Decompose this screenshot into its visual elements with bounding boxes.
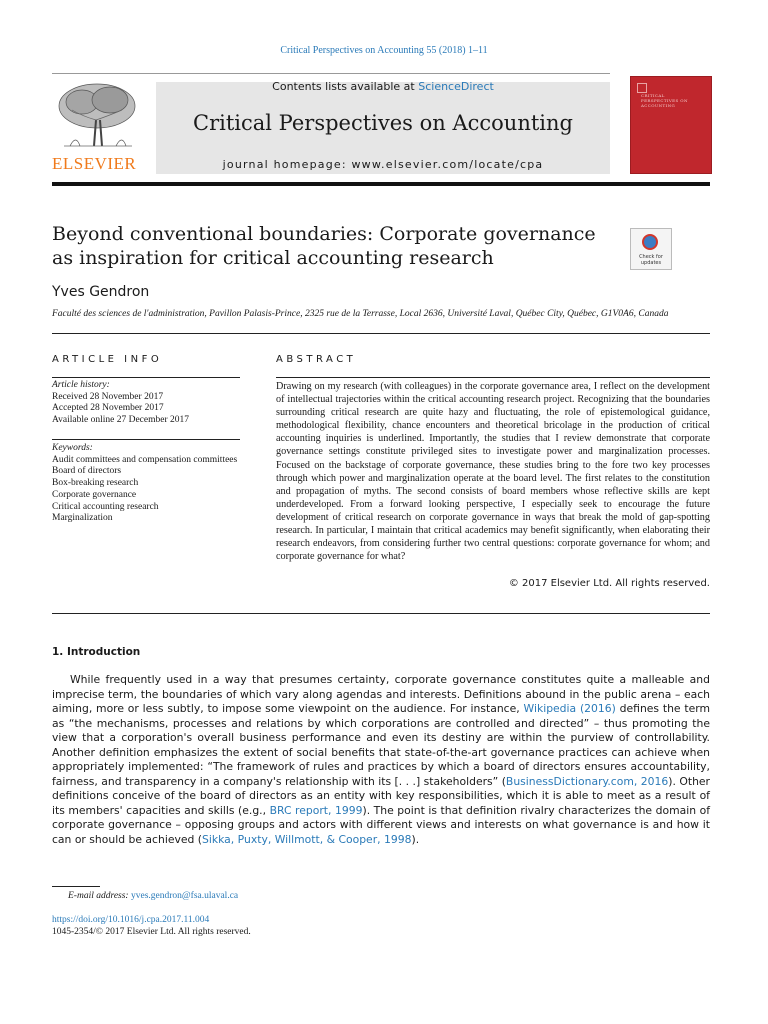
keywords-label: Keywords: xyxy=(52,443,93,453)
keyword-item: Board of directors xyxy=(52,466,122,477)
keyword-item: Marginalization xyxy=(52,513,113,524)
contents-prefix: Contents lists available at xyxy=(272,80,419,93)
article-title: Beyond conventional boundaries: Corporate governance as inspiration for critical accounting research xyxy=(52,223,596,269)
header-rule xyxy=(52,182,710,186)
check-updates-icon xyxy=(642,234,658,250)
journal-reference[interactable]: Critical Perspectives on Accounting 55 (2018) 1–11 xyxy=(280,45,488,56)
journal-cover-thumbnail xyxy=(630,76,712,174)
abstract-rule xyxy=(276,377,710,378)
keyword-item: Audit committees and compensation committees xyxy=(52,454,238,465)
cover-emblem-icon xyxy=(637,83,647,93)
check-updates-label: Check for updates xyxy=(639,254,663,266)
citation-link[interactable]: Wikipedia (2016) xyxy=(523,702,616,715)
footnote-rule xyxy=(52,886,100,887)
journal-title: Critical Perspectives on Accounting xyxy=(193,111,573,135)
keyword-item: Critical accounting research xyxy=(52,501,159,512)
intro-text: ). The point is that definition rivalry characterizes the domain of corporate governance – opposing groups and actors with different views and interests on what governance is and how it can or should be achieved ( xyxy=(52,803,710,846)
citation-link[interactable]: Sikka, Puxty, Willmott, & Cooper, 1998 xyxy=(202,832,412,846)
keywords-list xyxy=(52,443,242,525)
intro-text: defines the term as “the mechanisms, processes and relations by which corporations are controlled and directed” – thus promoting the view that a corporation's overall business performance and even its destiny are within the purview of controllability. Another definition emphasizes the extent of social benefits that state-of-the-art governance practices can achieve when appropriately implemented: “The framework of rules and practices by which a board of directors ensures accountability, fairness, and transparency in a company's relationship with its [. . .] stakeholders” ( xyxy=(52,702,710,788)
cover-text: CRITICAL PERSPECTIVES ON ACCOUNTING xyxy=(641,93,688,108)
history-online: Available online 27 December 2017 xyxy=(52,415,189,426)
elsevier-wordmark: ELSEVIER xyxy=(52,154,137,173)
abstract-heading: ABSTRACT xyxy=(276,354,357,365)
article-info-rule xyxy=(52,377,240,378)
email-link[interactable]: yves.gendron@fsa.ulaval.ca xyxy=(130,891,239,901)
keywords-rule xyxy=(52,439,240,440)
abstract-text: Drawing on my research (with colleagues) in the corporate governance area, I reflect on the development of intellectual trajectories within the critical accounting research project. Recognizing that the boundaries surrounding critical research are quite hazy and fluctuating, the role of epistemological guidance, methodological flexibility, chance encounters and theoretical bricolage in the production of critical accounting inquiries is underlined. Importantly, the studies that I review demonstrate that corporate governance settings constitute privileged sites to investigate power and marginalization processes. Focused on the backstage of corporate governance, these studies bring to the fore two key processes through which power and marginalization operate at the board level. The first relates to the constitution and propagation of myths. The second consists of board members whose reflective skills are kept underdeveloped. From a forward looking perspective, I especially seek to encourage the future development of critical research on corporate governance in ways that break the mold of gap-spotting research. In particular, I maintain that critical academics may benefit significantly, when elaborating their research endeavors, from considering further two central questions: corporate governance for whom; and corporate governance for what? xyxy=(276,381,710,563)
issn-copyright: 1045-2354/© 2017 Elsevier Ltd. All rights reserved. xyxy=(52,927,251,937)
author-affiliation: Faculté des sciences de l'administration, Pavillon Palasis-Prince, 2325 rue de la Terrasse, Local 2636, Université Laval, Québec City, Québec, G1V0A6, Canada xyxy=(52,309,669,319)
keyword-item: Box-breaking research xyxy=(52,478,139,489)
intro-text: ). Other definitions conceive of the board of directors as an entity with key responsibilities, which it is able to meet as a result of its members' capacities and skills (e.g., xyxy=(52,774,710,817)
introduction-heading: 1. Introduction xyxy=(52,646,141,658)
contents-line xyxy=(156,80,610,93)
divider-bottom xyxy=(52,613,710,614)
citation-link[interactable]: BusinessDictionary.com, 2016 xyxy=(505,774,669,788)
abstract-copyright: © 2017 Elsevier Ltd. All rights reserved. xyxy=(508,578,710,589)
intro-text: ). xyxy=(411,832,420,846)
author-name: Yves Gendron xyxy=(52,284,150,300)
sciencedirect-link[interactable]: ScienceDirect xyxy=(418,80,494,93)
email-label: E-mail address: xyxy=(68,891,131,901)
footnote-email xyxy=(68,891,238,901)
history-label: Article history: xyxy=(52,380,110,390)
keyword-item: Corporate governance xyxy=(52,489,137,500)
article-info-heading: ARTICLE INFO xyxy=(52,354,163,365)
history-received: Received 28 November 2017 xyxy=(52,391,164,402)
article-history xyxy=(52,380,242,427)
doi-link[interactable]: https://doi.org/10.1016/j.cpa.2017.11.004 xyxy=(52,915,210,925)
divider-top xyxy=(52,333,710,334)
check-for-updates-button[interactable] xyxy=(630,228,672,270)
journal-homepage[interactable]: journal homepage: www.elsevier.com/locate/cpa xyxy=(222,158,544,171)
citation-link[interactable]: BRC report, 1999 xyxy=(269,803,363,817)
history-accepted: Accepted 28 November 2017 xyxy=(52,403,164,414)
intro-text: While frequently used in a way that presumes certainty, corporate governance constitutes quite a malleable and imprecise term, the boundaries of which vary along agendas and interests. Definitions abound in the public arena – each aiming, more or less subtly, to impose some viewpoint on the audience. For instance, xyxy=(52,673,710,715)
introduction-paragraph xyxy=(52,673,710,847)
top-divider xyxy=(52,73,610,74)
